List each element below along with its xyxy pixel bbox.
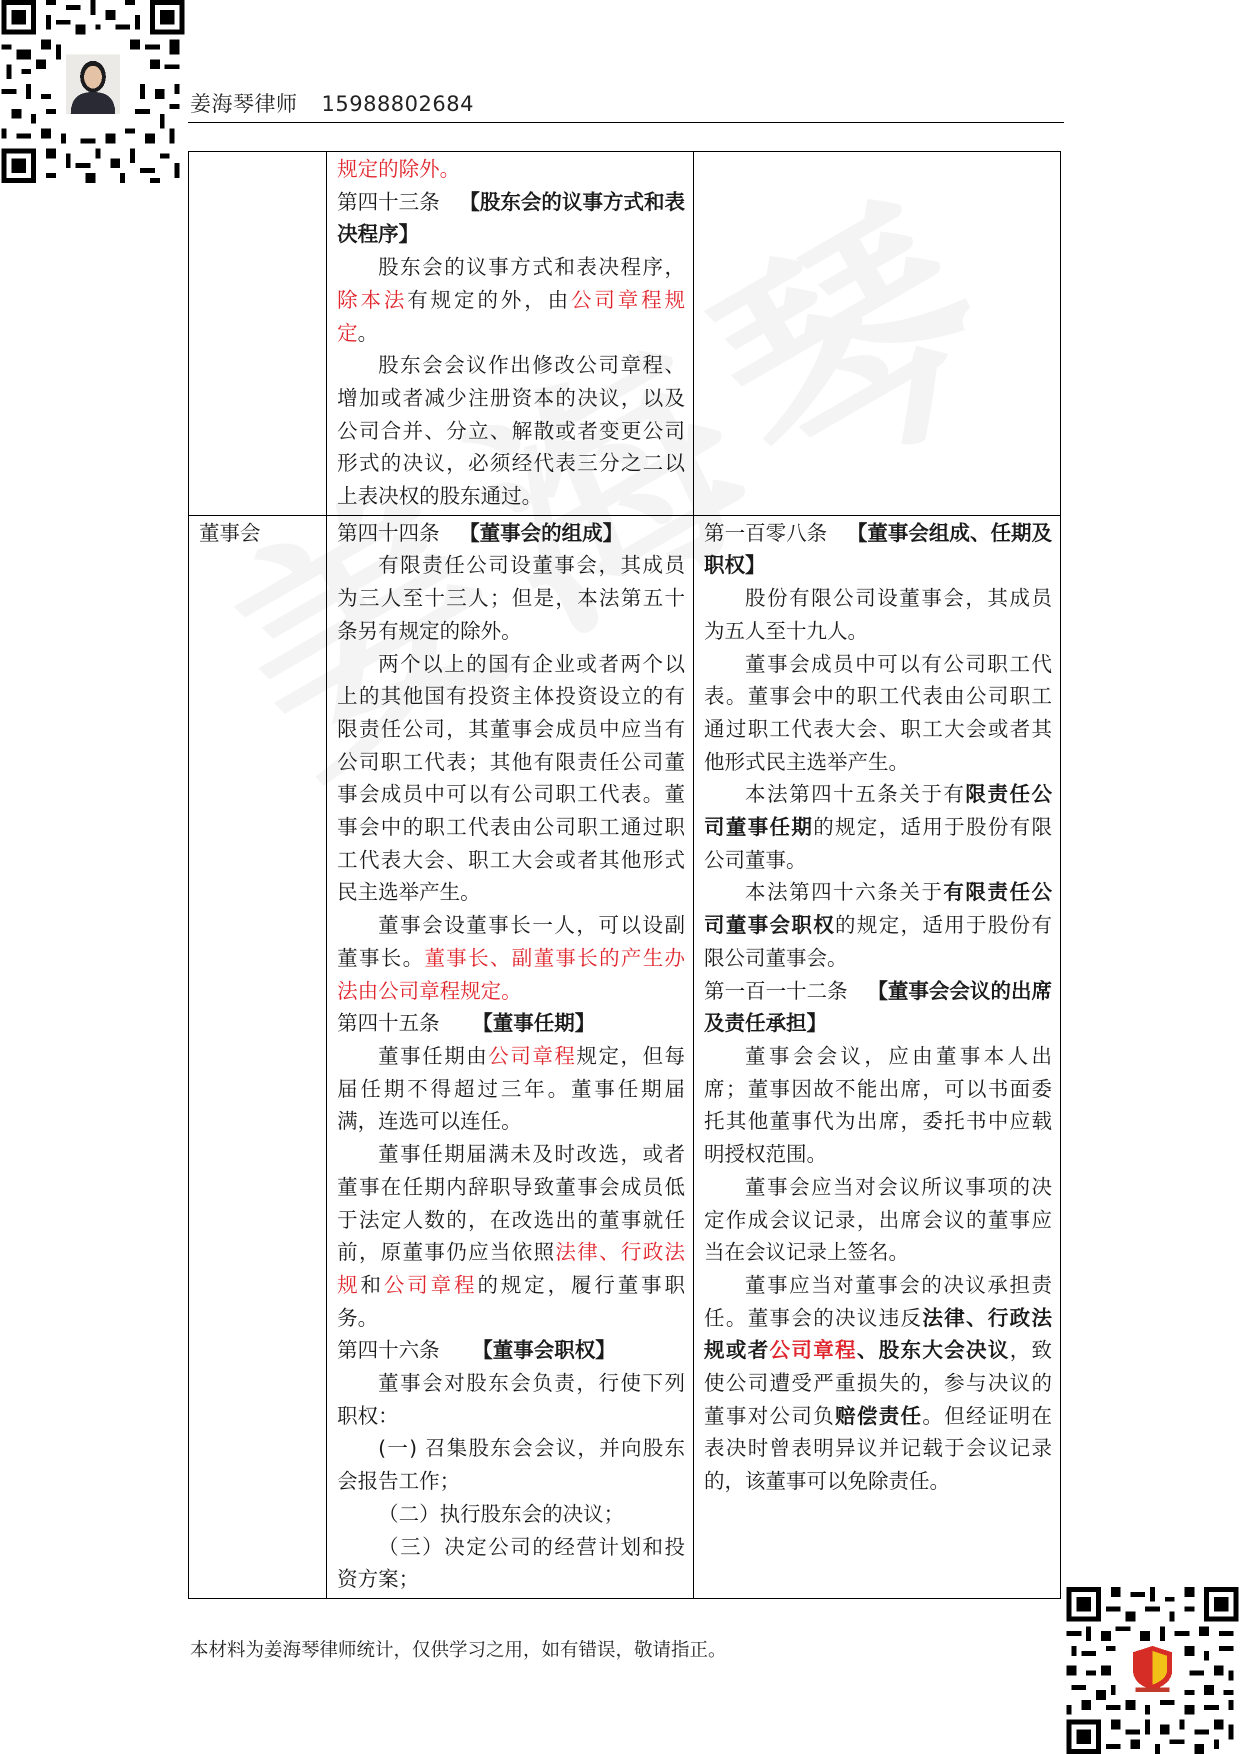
article-108-paragraph-1: 股份有限公司设董事会，其成员为五人至十九人。 [704, 586, 1052, 643]
article-108-paragraph-4: 本法第四十六条关于有限责任公司董事会职权的规定，适用于股份有限公司董事会。 [704, 880, 1053, 970]
right-cell-empty [694, 152, 1061, 516]
article-108-paragraph-3: 本法第四十五条关于有限责任公司董事任期的规定，适用于股份有限公司董事。 [704, 782, 1053, 872]
article-112-title: 【董事会会议的出席及责任承担】 [704, 978, 1053, 1036]
article-108-paragraph-2: 董事会成员中可以有公司职工代表。董事会中的职工代表由公司职工通过职工代表大会、职工大会或者其他形式民主选举产生。 [704, 651, 1052, 774]
article-46-item-2: （二）执行股东会的决议； [378, 1501, 625, 1526]
lawyer-name: 姜海琴律师 [190, 92, 298, 116]
article-112-paragraph-3: 董事应当对董事会的决议承担责任。董事会的决议违反法律、行政法规或者公司章程、股东大会决议，致使公司遭受严重损失的，参与决议的董事对公司负赔偿责任。但经证明在表决时曾表明异议并记载于会议记录的，该董事可以免除责任。 [704, 1272, 1053, 1494]
article-44-title: 【董事会的组成】 [459, 520, 624, 545]
company-law-cell [327, 152, 694, 516]
article-45-title: 【董事任期】 [472, 1011, 596, 1036]
article-46-item-3: （三）决定公司的经营计划和投资方案； [337, 1534, 686, 1592]
lawyer-phone: 15988802684 [321, 92, 474, 116]
continued-text: 规定的除外。 [337, 157, 461, 181]
header-lawyer-info [190, 88, 474, 118]
footer-disclaimer: 本材料为姜海琴律师统计，仅供学习之用，如有错误，敬请指正。 [190, 1640, 727, 1661]
category-cell: 董事会 [189, 515, 327, 1598]
article-46-paragraph-1: 董事会对股东会负责，行使下列职权： [337, 1371, 686, 1428]
article-43-paragraph-2: 股东会会议作出修改公司章程、增加或者减少注册资本的决议，以及公司合并、分立、解散或者变更公司形式的决议，必须经代表三分之二以上表决权的股东通过。 [337, 353, 686, 509]
article-112-paragraph-1: 董事会会议，应由董事本人出席；董事因故不能出席，可以书面委托其他董事代为出席，委托书中应载明授权范围。 [704, 1043, 1052, 1167]
article-46-title: 【董事会职权】 [472, 1338, 616, 1363]
header-divider [188, 122, 1064, 123]
article-45-paragraph-1: 董事任期由公司章程规定，但每届任期不得超过三年。董事任期届满，连选可以连任。 [337, 1043, 686, 1134]
article-44-paragraph-1: 有限责任公司设董事会，其成员为三人至十三人；但是，本法第五十条另有规定的除外。 [337, 553, 686, 643]
article-112-paragraph-2: 董事会应当对会议所议事项的决定作成会议记录，出席会议的董事应当在会议记录上签名。 [704, 1174, 1052, 1265]
article-45-heading: 第四十五条 【董事任期】 [337, 1011, 596, 1036]
new-company-law-cell [694, 515, 1061, 1598]
article-43-paragraph-1: 股东会的议事方式和表决程序，除本法有规定的外，由公司章程规定。 [337, 255, 686, 345]
article-44-paragraph-3: 董事会设董事长一人，可以设副董事长。董事长、副董事长的产生办法由公司章程规定。 [337, 913, 686, 1003]
qr-code-bottom [1066, 1587, 1239, 1754]
company-law-cell [327, 515, 694, 1598]
comparison-table [188, 151, 1061, 1599]
table-row [189, 515, 1061, 1598]
article-43-heading: 第四十三条 【股东会的议事方式和表决程序】 [337, 189, 686, 247]
article-45-paragraph-2: 董事任期届满未及时改选，或者董事在任期内辞职导致董事会成员低于法定人数的，在改选出的董事就任前，原董事仍应当依照法律、行政法规和公司章程的规定，履行董事职务。 [337, 1142, 686, 1330]
article-46-item-1: (一) 召集股东会会议，并向股东会报告工作； [337, 1436, 686, 1494]
article-44-paragraph-2: 两个以上的国有企业或者两个以上的其他国有投资主体投资设立的有限责任公司，其董事会成员中应当有公司职工代表；其他有限责任公司董事会成员中可以有公司职工代表。董事会中的职工代表由公司职工通过职工代表大会、职工大会或者其他形式民主选举产生。 [337, 651, 686, 905]
category-cell-empty [189, 152, 327, 516]
qr-code-top [0, 0, 186, 183]
article-108-title: 【董事会组成、任期及职权】 [704, 520, 1053, 578]
article-112-heading: 第一百一十二条 【董事会会议的出席及责任承担】 [704, 978, 1053, 1036]
article-44-heading: 第四十四条 【董事会的组成】 [337, 520, 624, 545]
article-108-heading: 第一百零八条 【董事会组成、任期及职权】 [704, 520, 1053, 578]
article-46-heading: 第四十六条 【董事会职权】 [337, 1338, 616, 1363]
table-row [189, 152, 1061, 516]
article-43-title: 【股东会的议事方式和表决程序】 [337, 189, 686, 247]
